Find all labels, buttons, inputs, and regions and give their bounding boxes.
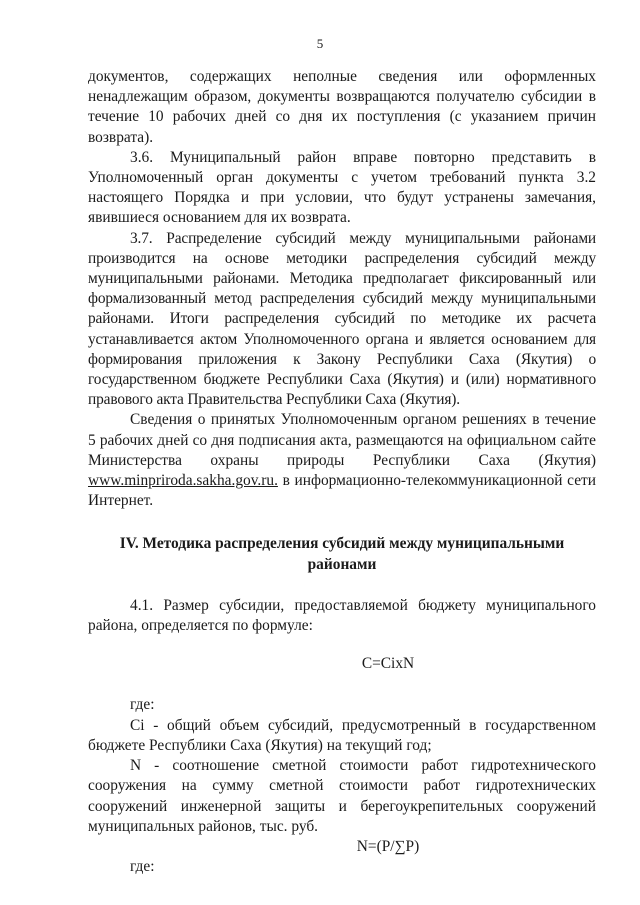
document-body: [88, 67, 596, 877]
ministry-website-link[interactable]: www.minpriroda.sakha.gov.ru.: [88, 472, 278, 490]
formula-ratio: N=(P/∑P): [356, 837, 420, 855]
section-heading: IV. Методика распределения субсидий между муниципальными районами: [119, 535, 565, 573]
paragraph-4-1: 4.1. Размер субсидии, предоставляемой бюджету муниципального района, определяется по формуле:: [88, 596, 596, 635]
page-number: 5: [316, 36, 324, 51]
paragraph-3-7: 3.7. Распределение субсидий между муниципальными районами производится на основе методики распределения субсидий между муниципальными районами. Методика предполагает фиксированный или формализованный метод распределения субсидий между муниципальными районами. Итоги распределения субсидий по методике их расчета устанавливается актом Уполномоченного органа и является основанием для формирования приложения к Закону Республики Саха (Якутия) о государственном бюджете Республики Саха (Якутия) и (или) нормативного правового акта Правительства Республики Саха (Якутия).: [88, 229, 596, 409]
paragraph-3-6: 3.6. Муниципальный район вправе повторно представить в Уполномоченный орган документы с учетом требований пункта 3.2 настоящего Порядка и при условии, что будут устранены замечания, явившиеся основанием для их возврата.: [88, 148, 596, 227]
definition-ci: Ci - общий объем субсидий, предусмотренный в государственном бюджете Республики Саха (Якутия) на текущий год;: [88, 716, 596, 754]
publication-info-text: Сведения о принятых Уполномоченным органом решениях в течение 5 рабочих дней со дня подписания акта, размещаются на официальном сайте Министерства охраны природы Республики Саха (Якутия): [88, 411, 596, 469]
definition-n: N - соотношение сметной стоимости работ гидротехнического сооружения на сумму сметной стоимости работ гидротехнических сооружений инженерной защиты и берегоукрепительных сооружений муниципальных районов, тыс. руб.: [88, 757, 596, 835]
publication-info-text-end: в информационно-телекоммуникационной сети Интернет.: [88, 472, 596, 510]
formula-subsidy: C=CixN: [361, 655, 415, 673]
paragraph-publication-info: [88, 410, 596, 511]
where-label: где:: [130, 696, 155, 714]
paragraph-continuation: документов, содержащих неполные сведения или оформленных ненадлежащим образом, документы возвращаются получателю субсидии в течение 10 рабочих дней со дня их поступления (с указанием причин возврата).: [88, 68, 596, 146]
where-label-second: где:: [130, 858, 155, 876]
